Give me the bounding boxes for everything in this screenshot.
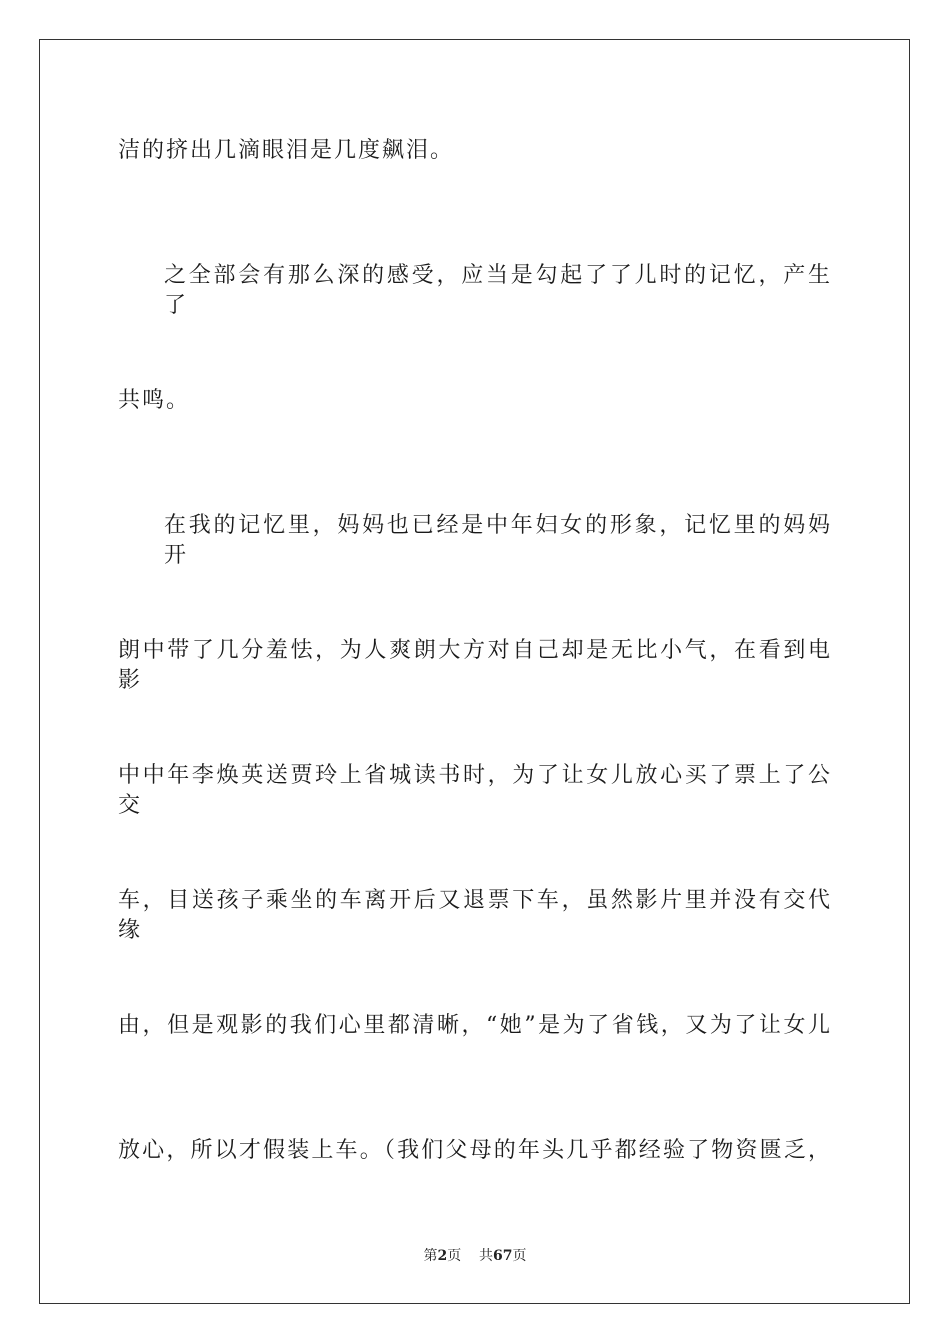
body-text-line: 朗中带了几分羞怯，为人爽朗大方对自己却是无比小气，在看到电影 xyxy=(118,638,832,693)
body-text-line: 由，但是观影的我们心里都清晰，“她”是为了省钱，又为了让女儿 xyxy=(118,1013,832,1038)
footer-total-prefix: 共 xyxy=(479,1248,494,1264)
body-text-line: 中中年李焕英送贾玲上省城读书时，为了让女儿放心买了票上了公交 xyxy=(118,763,832,818)
body-text-line: 放心，所以才假装上车。（我们父母的年头几乎都经验了物资匮乏， xyxy=(118,1138,832,1163)
footer-page-number: 2 xyxy=(437,1248,448,1264)
footer-page-suffix: 页 xyxy=(447,1248,462,1264)
footer-total-suffix: 页 xyxy=(512,1248,527,1264)
body-text-line: 车，目送孩子乘坐的车离开后又退票下车，虽然影片里并没有交代缘 xyxy=(118,888,832,943)
body-text-line: 洁的挤出几滴眼泪是几度飙泪。 xyxy=(118,138,455,163)
footer-total-pages: 67 xyxy=(493,1248,513,1264)
body-text-line: 在我的记忆里，妈妈也已经是中年妇女的形象，记忆里的妈妈开 xyxy=(164,513,832,568)
body-text-line: 之全部会有那么深的感受，应当是勾起了了儿时的记忆，产生了 xyxy=(164,263,832,318)
footer-page-prefix: 第 xyxy=(423,1248,438,1264)
page-footer xyxy=(0,1247,950,1265)
body-text-line: 共鸣。 xyxy=(118,388,191,413)
